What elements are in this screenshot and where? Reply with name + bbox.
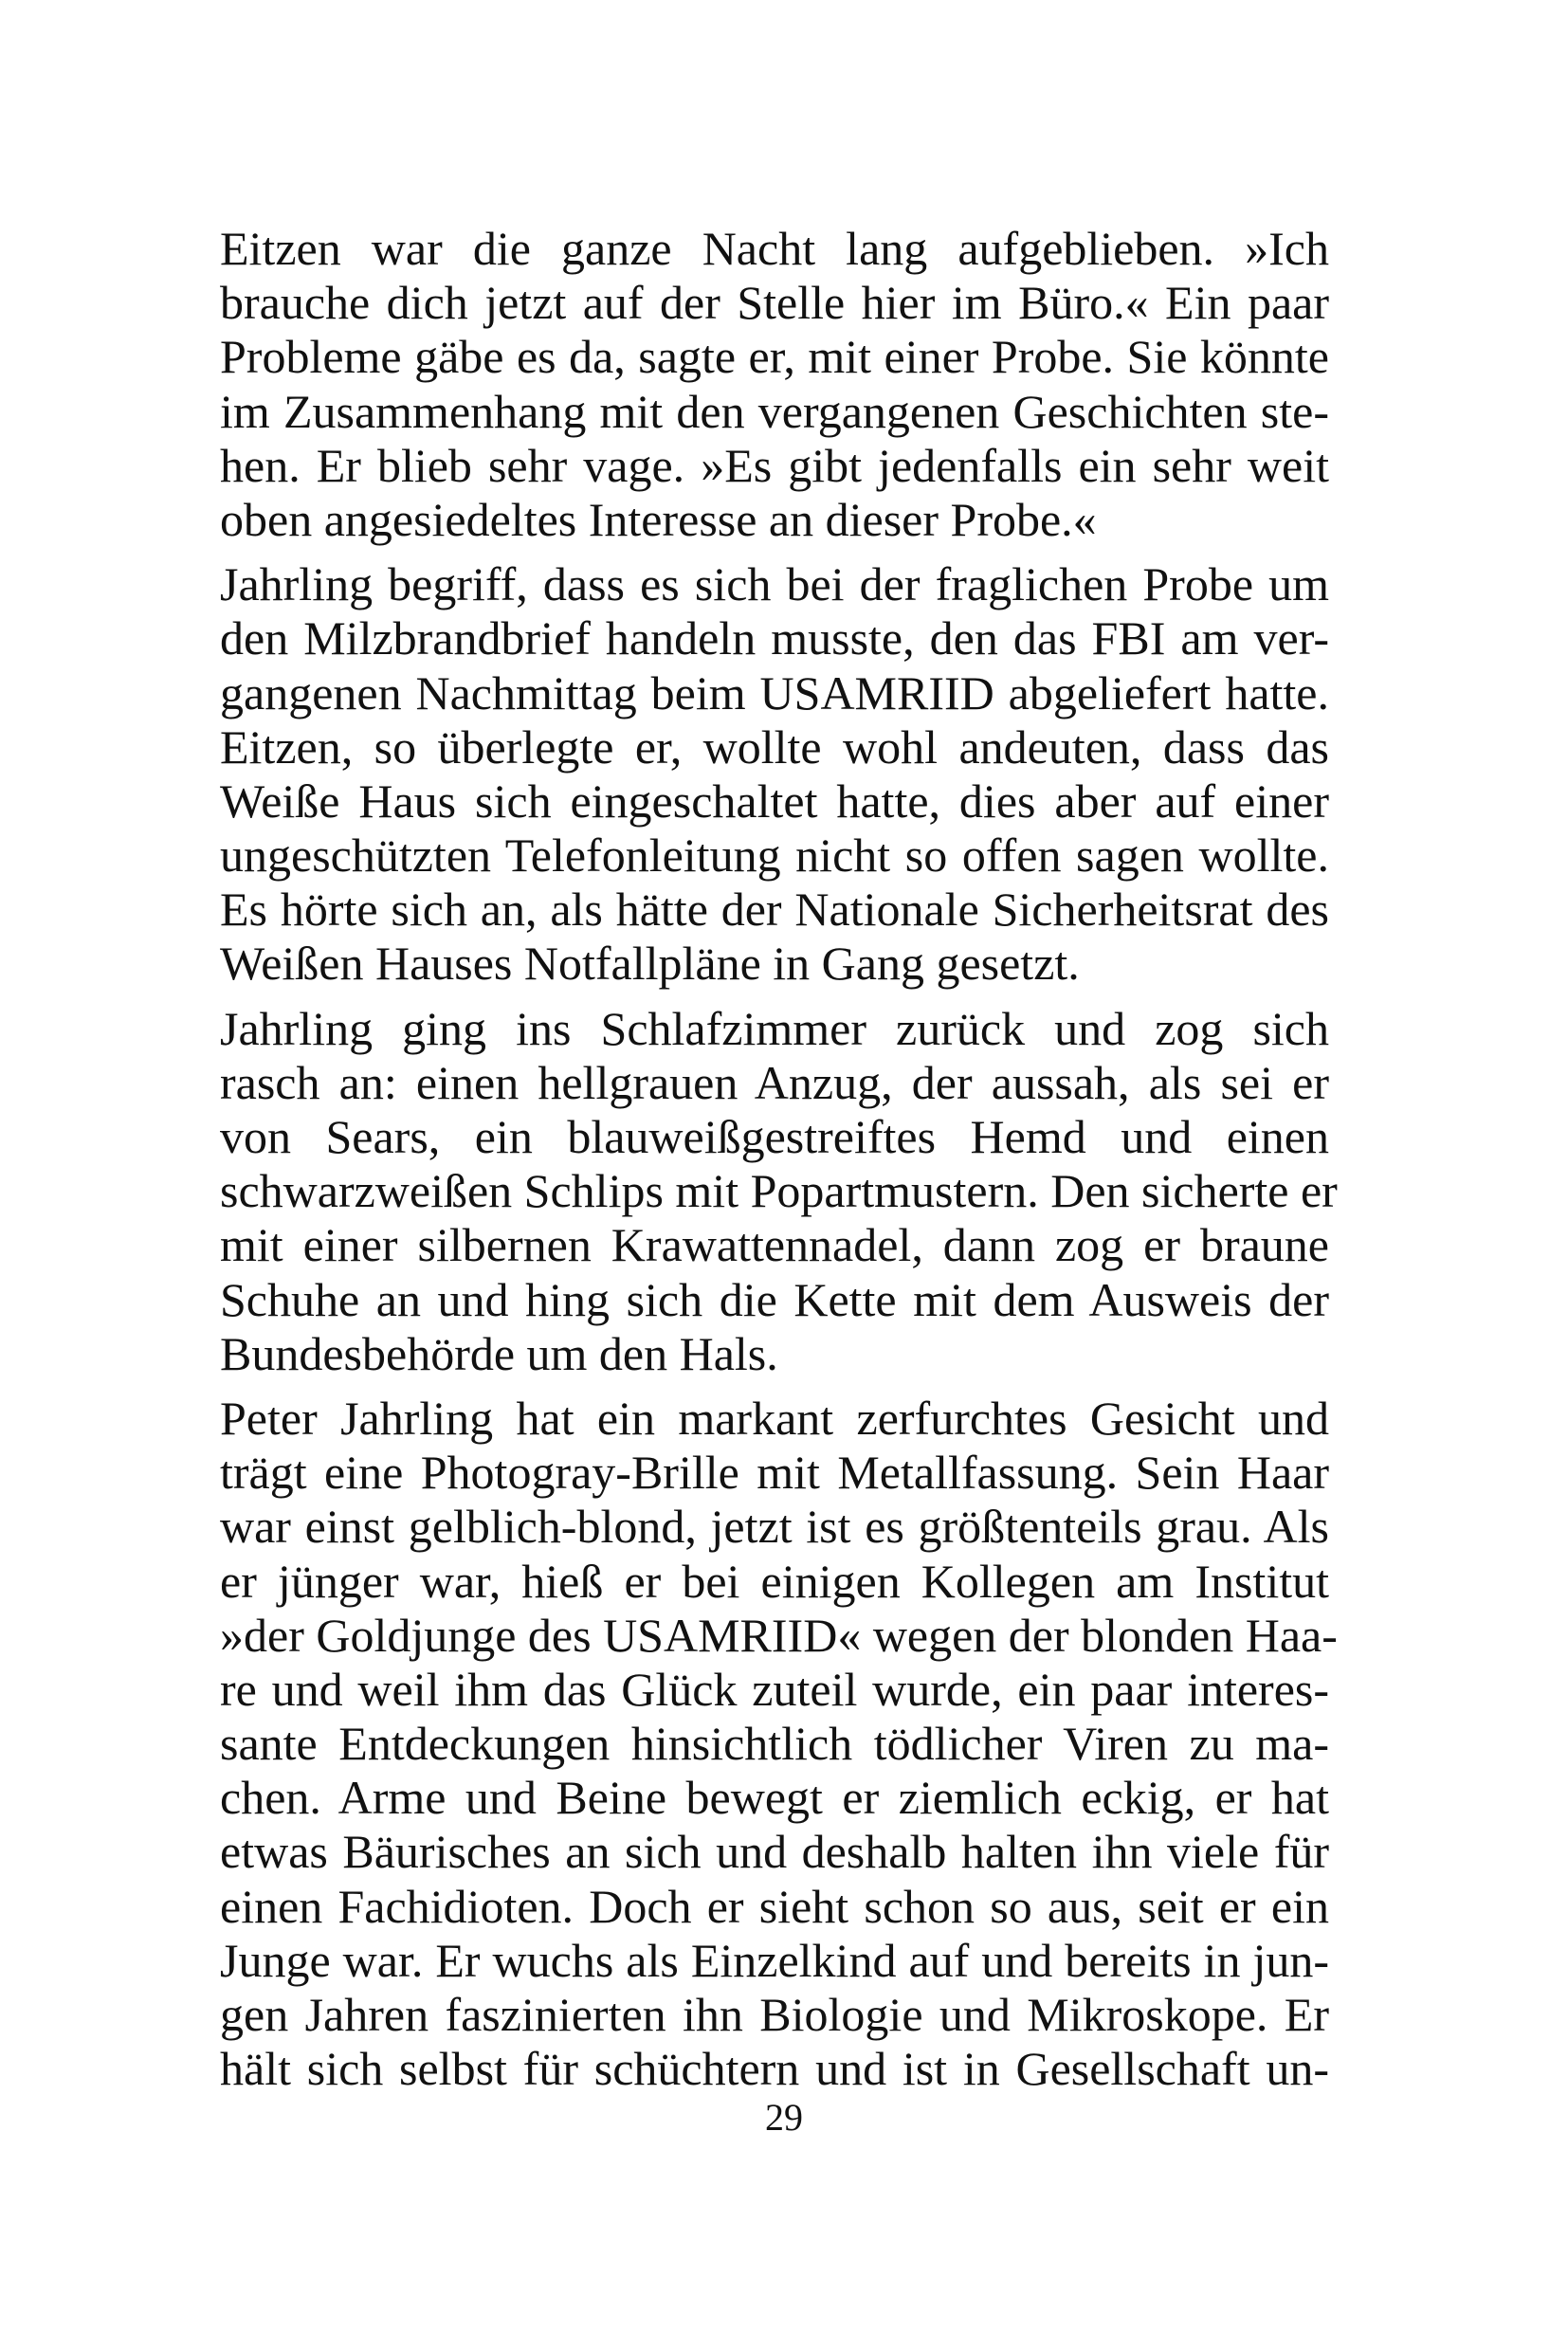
text-line: schwarzweißen Schlips mit Popartmustern. Den sicherte er: [220, 1164, 1338, 1218]
text-line: ungeschützten Telefonleitung nicht so offen sagen wollte.: [220, 829, 1329, 883]
text-line: Schuhe an und hing sich die Kette mit dem Ausweis der: [220, 1272, 1329, 1326]
text-line: im Zusammenhang mit den vergangenen Geschichten ste-: [220, 384, 1329, 438]
text-line: Peter Jahrling hat ein markant zerfurchtes Gesicht und: [220, 1391, 1329, 1445]
text-line: Jahrling begriff, dass es sich bei der fraglichen Probe um: [220, 557, 1329, 611]
page-number: 29: [765, 2096, 803, 2139]
text-line: »der Goldjunge des USAMRIID« wegen der blonden Haa-: [220, 1608, 1338, 1662]
text-line: von Sears, ein blauweißgestreiftes Hemd und einen: [220, 1110, 1329, 1163]
text-line: war einst gelblich-blond, jetzt ist es größtenteils grau. Als: [220, 1500, 1329, 1554]
text-line: mit einer silbernen Krawattennadel, dann zog er braune: [220, 1218, 1329, 1272]
paragraph: [220, 1001, 1338, 1381]
paragraph: [220, 1391, 1338, 2096]
text-line: etwas Bäurisches an sich und deshalb halten ihn viele für: [220, 1825, 1329, 1879]
text-line: hält sich selbst für schüchtern und ist in Gesellschaft un-: [220, 2042, 1329, 2096]
text-line: Weißen Hauses Notfallpläne in Gang gesetzt.: [220, 937, 1080, 991]
text-line: Eitzen, so überlegte er, wollte wohl andeuten, dass das: [220, 720, 1329, 774]
text-line: Probleme gäbe es da, sagte er, mit einer Probe. Sie könnte: [220, 330, 1329, 384]
text-line: hen. Er blieb sehr vage. »Es gibt jedenfalls ein sehr weit: [220, 438, 1329, 492]
text-line: Junge war. Er wuchs als Einzelkind auf und bereits in jun-: [220, 1933, 1329, 1987]
paragraph: [220, 557, 1329, 992]
text-line: er jünger war, hieß er bei einigen Kollegen am Institut: [220, 1554, 1329, 1608]
text-line: Eitzen war die ganze Nacht lang aufgeblieben. »Ich: [220, 222, 1329, 275]
text-line: Es hörte sich an, als hätte der Nationale Sicherheitsrat des: [220, 883, 1329, 937]
text-line: Jahrling ging ins Schlafzimmer zurück und zog sich: [220, 1001, 1329, 1055]
text-line: rasch an: einen hellgrauen Anzug, der aussah, als sei er: [220, 1055, 1329, 1109]
text-line: Bundesbehörde um den Hals.: [220, 1326, 778, 1380]
text-line: re und weil ihm das Glück zuteil wurde, ein paar interes-: [220, 1662, 1329, 1716]
body-text: [220, 222, 1338, 2096]
paragraph: [220, 222, 1329, 547]
text-line: trägt eine Photogray-Brille mit Metallfassung. Sein Haar: [220, 1446, 1329, 1500]
text-line: brauche dich jetzt auf der Stelle hier im Büro.« Ein paar: [220, 276, 1329, 330]
text-line: gangenen Nachmittag beim USAMRIID abgeliefert hatte.: [220, 665, 1329, 720]
text-line: sante Entdeckungen hinsichtlich tödlicher Viren zu ma-: [220, 1717, 1329, 1771]
text-line: chen. Arme und Beine bewegt er ziemlich eckig, er hat: [220, 1771, 1329, 1825]
text-line: oben angesiedeltes Interesse an dieser Probe.«: [220, 492, 1097, 546]
text-line: einen Fachidioten. Doch er sieht schon so aus, seit er ein: [220, 1879, 1329, 1933]
text-line: den Milzbrandbrief handeln musste, den das FBI am ver-: [220, 611, 1329, 665]
text-line: gen Jahren faszinierten ihn Biologie und Mikroskope. Er: [220, 1988, 1329, 2041]
text-line: Weiße Haus sich eingeschaltet hatte, dies aber auf einer: [220, 774, 1329, 828]
